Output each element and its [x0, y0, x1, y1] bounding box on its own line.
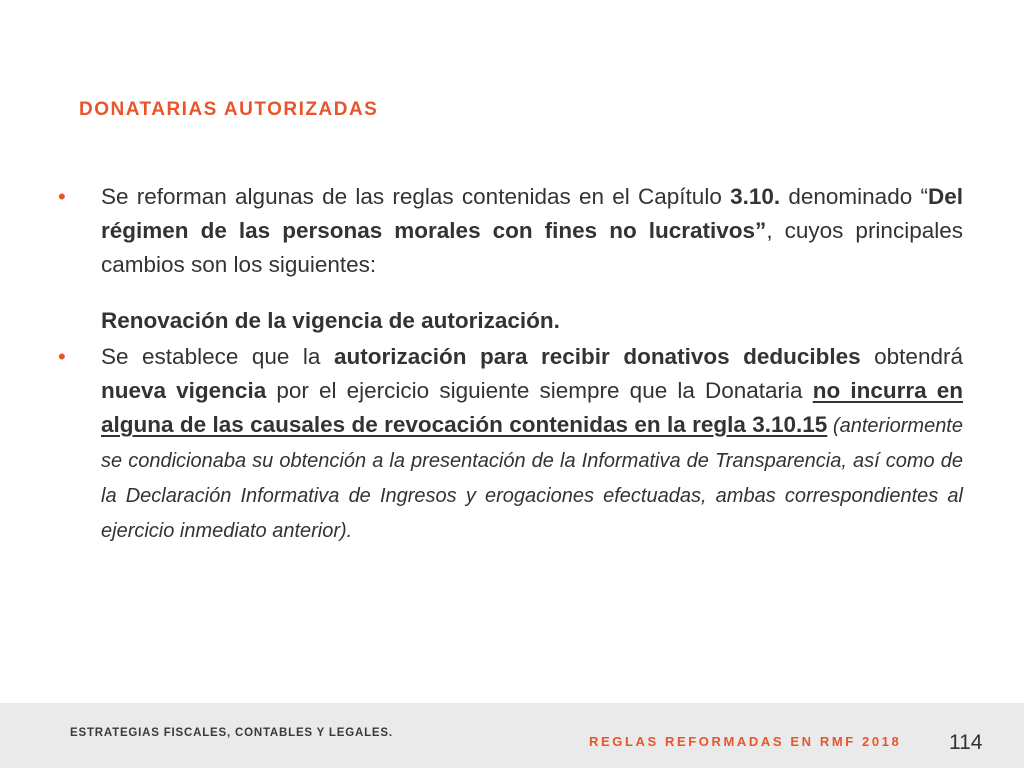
footer-bar	[0, 703, 1024, 768]
para1-text-2: denominado “	[780, 184, 928, 209]
para2-authorization: autorización para recibir donativos deducibles	[333, 344, 861, 369]
bullet-paragraph-1	[58, 180, 963, 282]
para1-text-1: Se reforman algunas de las reglas contenidas en el Capítulo	[101, 184, 731, 209]
para2-revocation-causes: no incurra en alguna de las causales de revocación contenidas en la regla 3.10.15	[101, 378, 963, 437]
para2-new-validity: nueva vigencia	[101, 378, 267, 403]
bullet-paragraph-2	[58, 340, 963, 548]
bullet-icon: •	[58, 344, 66, 369]
footer-section-title: REGLAS REFORMADAS EN RMF 2018	[589, 734, 902, 749]
bullet-icon: •	[58, 184, 66, 209]
para2-text-2: obtendrá	[860, 344, 963, 369]
slide-content	[58, 180, 963, 548]
subheading: Renovación de la vigencia de autorización.	[101, 308, 560, 333]
para2-text-3: por el ejercicio siguiente siempre que la Donataria	[266, 378, 813, 403]
para1-chapter-name: Del régimen de las personas morales con fines no lucrativos”	[101, 184, 963, 243]
para2-text-1: Se establece que la	[101, 344, 334, 369]
footer-company: ESTRATEGIAS FISCALES, CONTABLES Y LEGALES.	[70, 727, 393, 739]
slide-title: DONATARIAS AUTORIZADAS	[79, 99, 379, 120]
para1-text-3: , cuyos principales cambios son los siguientes:	[101, 218, 963, 277]
para1-chapter: 3.10.	[730, 184, 781, 209]
para2-previous-condition: (anteriormente se condicionaba su obtención a la presentación de la Informativa de Transparencia, así como de la Declaración Informativa de Ingresos y erogaciones efectuadas, ambas correspondientes al ejercicio inmediato anterior).	[101, 415, 963, 542]
page-number: 114	[949, 731, 983, 754]
